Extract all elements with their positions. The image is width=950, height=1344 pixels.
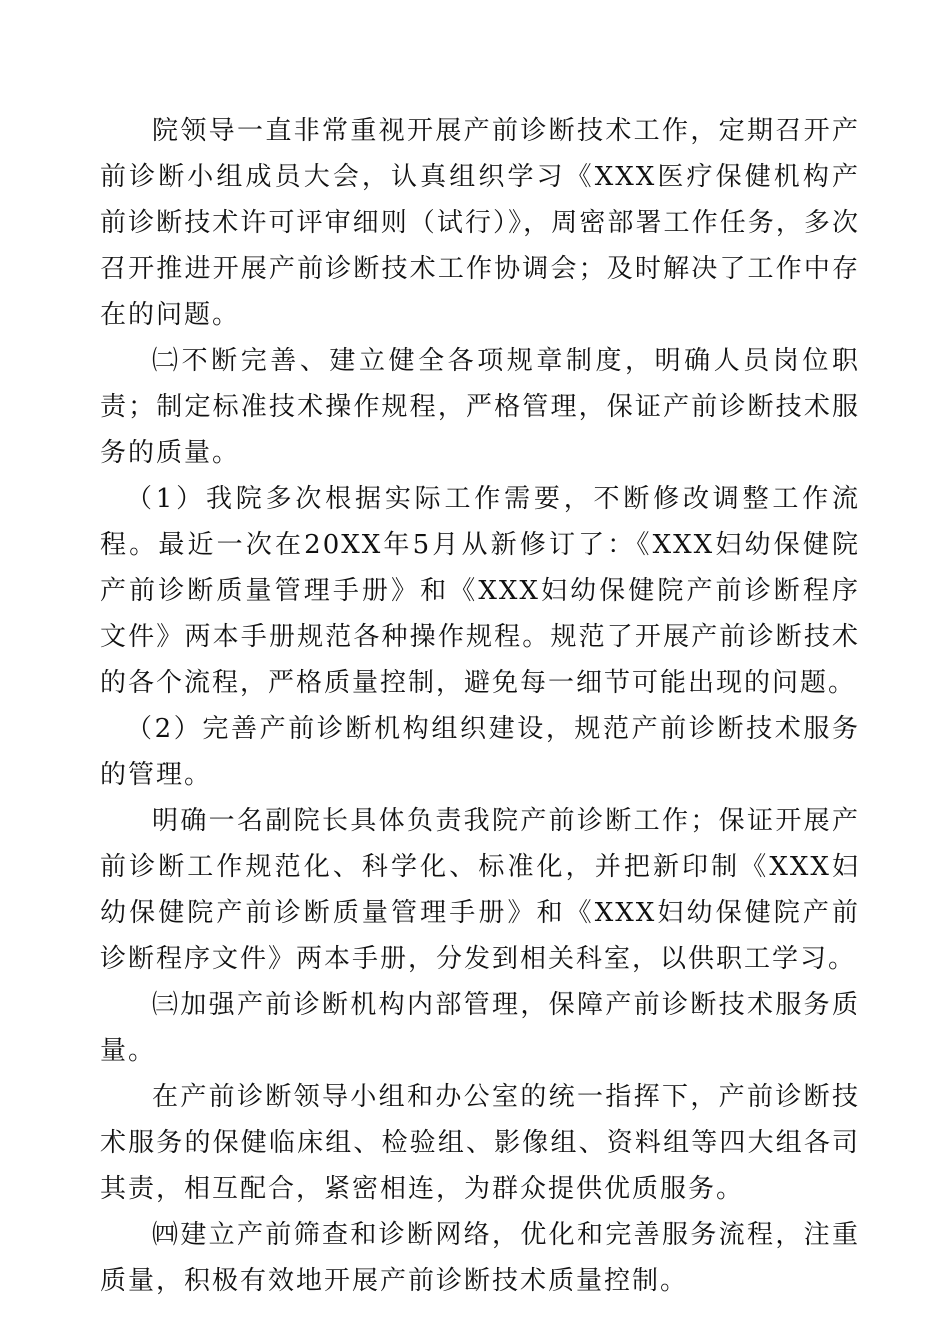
paragraph-section-2: ㈡不断完善、建立健全各项规章制度，明确人员岗位职责；制定标准技术操作规程，严格管理，保证产前诊断技术服务的质量。	[100, 346, 860, 468]
paragraph-section-3: ㈢加强产前诊断机构内部管理，保障产前诊断技术服务质量。	[100, 990, 860, 1066]
paragraph-leadership: 院领导一直非常重视开展产前诊断技术工作，定期召开产前诊断小组成员大会，认真组织学习《XXX医疗保健机构产前诊断技术许可评审细则（试行）》，周密部署工作任务，多次召开推进开展产前诊断技术工作协调会；及时解决了工作中存在的问题。	[100, 116, 860, 330]
paragraph-item-2: （2）完善产前诊断机构组织建设，规范产前诊断技术服务的管理。	[100, 714, 860, 790]
document-body	[100, 108, 860, 1304]
paragraph-vice-president: 明确一名副院长具体负责我院产前诊断工作；保证开展产前诊断工作规范化、科学化、标准化，并把新印制《XXX妇幼保健院产前诊断质量管理手册》和《XXX妇幼保健院产前诊断程序文件》两本手册，分发到相关科室，以供职工学习。	[100, 806, 860, 974]
paragraph-service-groups: 在产前诊断领导小组和办公室的统一指挥下，产前诊断技术服务的保健临床组、检验组、影像组、资料组等四大组各司其责，相互配合，紧密相连，为群众提供优质服务。	[100, 1082, 860, 1204]
paragraph-item-1: （1）我院多次根据实际工作需要，不断修改调整工作流程。最近一次在20XX年5月从新修订了：《XXX妇幼保健院产前诊断质量管理手册》和《XXX妇幼保健院产前诊断程序文件》两本手册规范各种操作规程。规范了开展产前诊断技术的各个流程，严格质量控制，避免每一细节可能出现的问题。	[100, 484, 860, 698]
paragraph-section-4: ㈣建立产前筛查和诊断网络，优化和完善服务流程，注重质量，积极有效地开展产前诊断技术质量控制。	[100, 1220, 860, 1296]
